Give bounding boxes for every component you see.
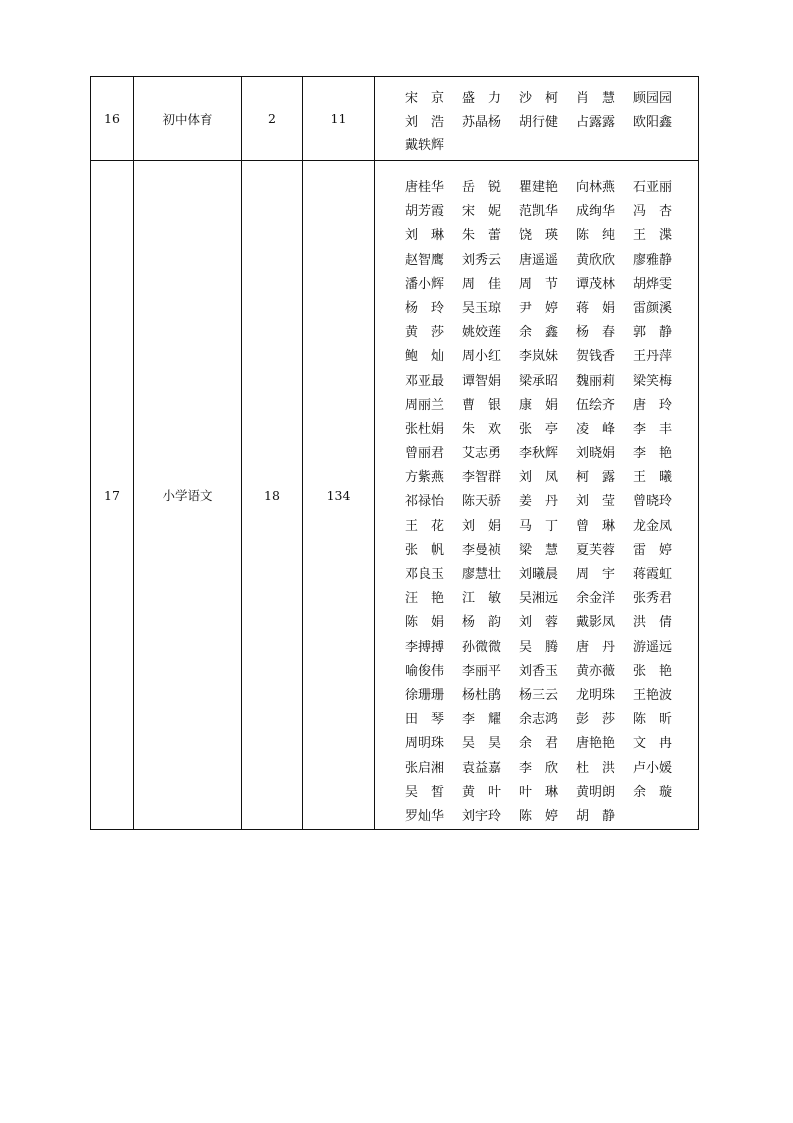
names-list bbox=[405, 87, 698, 158]
name-item: 李 耀 bbox=[462, 712, 502, 728]
total-cell: 134 bbox=[303, 161, 375, 830]
name-item: 廖雅静 bbox=[633, 252, 673, 268]
name-item: 李岚妹 bbox=[519, 349, 559, 365]
name-item: 唐桂华 bbox=[405, 180, 445, 195]
name-item: 周 佳 bbox=[462, 276, 502, 292]
name-item: 肖 慧 bbox=[576, 91, 616, 106]
total-cell: 11 bbox=[303, 77, 375, 161]
name-item: 刘宇玲 bbox=[462, 808, 502, 824]
name-item: 鲍 灿 bbox=[405, 349, 445, 365]
name-item: 刘秀云 bbox=[462, 252, 502, 268]
name-item: 王 渫 bbox=[633, 228, 673, 244]
name-item: 孙微微 bbox=[462, 639, 502, 655]
name-item: 唐遥遥 bbox=[519, 252, 559, 268]
name-item: 曾 琳 bbox=[576, 518, 616, 534]
name-item: 伍绘齐 bbox=[576, 397, 616, 413]
name-item: 范凯华 bbox=[519, 204, 559, 220]
name-item: 余志鸿 bbox=[519, 712, 559, 728]
name-item: 吴 皙 bbox=[405, 784, 445, 800]
row-number: 17 bbox=[91, 161, 134, 830]
name-item: 黄 莎 bbox=[405, 325, 445, 341]
name-item: 胡 静 bbox=[576, 808, 616, 824]
name-item: 戴轶辉 bbox=[405, 138, 445, 153]
name-item: 梁承昭 bbox=[519, 373, 559, 389]
name-item: 黄明朗 bbox=[576, 784, 616, 800]
name-item: 王丹萍 bbox=[633, 349, 673, 365]
name-item: 戴影凤 bbox=[576, 615, 616, 631]
name-item: 顾园园 bbox=[633, 91, 673, 106]
name-item: 刘 浩 bbox=[405, 114, 445, 130]
name-item: 陈 婷 bbox=[519, 808, 559, 824]
name-item: 李曼祯 bbox=[462, 542, 502, 558]
name-item: 王 曦 bbox=[633, 470, 673, 486]
name-item: 喻俊伟 bbox=[405, 663, 445, 679]
name-item: 曹 银 bbox=[462, 397, 502, 413]
name-item: 张 帆 bbox=[405, 542, 445, 558]
name-item: 江 敏 bbox=[462, 591, 502, 607]
name-item: 田 琴 bbox=[405, 712, 445, 728]
name-item: 魏丽莉 bbox=[576, 373, 616, 389]
name-item: 康 娟 bbox=[519, 397, 559, 413]
name-item: 陈天骄 bbox=[462, 494, 502, 510]
name-item: 柯 露 bbox=[576, 470, 616, 486]
name-item: 吴湘远 bbox=[519, 591, 559, 607]
name-item: 贺钱香 bbox=[576, 349, 616, 365]
name-item: 方紫燕 bbox=[405, 470, 445, 486]
name-item: 黄 叶 bbox=[462, 784, 502, 800]
name-item: 谭智娟 bbox=[462, 373, 502, 389]
name-item: 刘 娟 bbox=[462, 518, 502, 534]
name-item: 潘小辉 bbox=[405, 276, 445, 292]
name-item: 王 花 bbox=[405, 518, 445, 534]
name-item: 刘香玉 bbox=[519, 663, 559, 679]
name-item: 成绚华 bbox=[576, 204, 616, 220]
name-item: 唐 丹 bbox=[576, 639, 616, 655]
name-item: 唐 玲 bbox=[633, 397, 673, 413]
names-cell bbox=[375, 77, 699, 161]
name-item: 周 宇 bbox=[576, 567, 616, 582]
name-item: 岳 锐 bbox=[462, 180, 502, 195]
name-item: 马 丁 bbox=[519, 518, 559, 534]
name-item: 杨三云 bbox=[519, 687, 559, 703]
name-item: 吴玉琼 bbox=[462, 300, 502, 316]
name-item: 黄亦薇 bbox=[576, 663, 616, 679]
name-item: 周 节 bbox=[519, 276, 559, 292]
name-item: 陈 纯 bbox=[576, 228, 616, 244]
name-item: 周丽兰 bbox=[405, 397, 445, 413]
subject-cell: 小学语文 bbox=[134, 161, 242, 830]
name-item: 李丽平 bbox=[462, 663, 502, 679]
name-item: 刘 蓉 bbox=[519, 615, 559, 631]
name-item: 周小红 bbox=[462, 349, 502, 365]
name-item: 龙金凤 bbox=[633, 518, 673, 534]
name-item: 文 冉 bbox=[633, 736, 673, 752]
name-item: 邓亚最 bbox=[405, 373, 445, 389]
name-item: 陈 昕 bbox=[633, 712, 673, 728]
name-item: 朱 蕾 bbox=[462, 228, 502, 244]
name-item: 梁笑梅 bbox=[633, 373, 673, 389]
table-row bbox=[91, 161, 699, 830]
name-item: 彭 莎 bbox=[576, 712, 616, 728]
name-item: 姜 丹 bbox=[519, 494, 559, 510]
name-item: 宋 妮 bbox=[462, 204, 502, 220]
name-item: 王艳波 bbox=[633, 687, 673, 703]
name-item: 冯 杏 bbox=[633, 204, 673, 220]
name-item: 沙 柯 bbox=[519, 91, 559, 106]
name-item: 雷 婷 bbox=[633, 542, 673, 558]
name-item: 罗灿华 bbox=[405, 808, 445, 824]
count-cell: 18 bbox=[242, 161, 303, 830]
name-item: 陈 娟 bbox=[405, 615, 445, 631]
name-item: 叶 琳 bbox=[519, 784, 559, 800]
name-item: 袁益嘉 bbox=[462, 760, 502, 776]
name-item: 张杜娟 bbox=[405, 421, 445, 437]
name-item: 凌 峰 bbox=[576, 421, 616, 437]
name-item: 李智群 bbox=[462, 470, 502, 486]
name-item: 余金洋 bbox=[576, 591, 616, 607]
name-item: 宋 京 bbox=[405, 91, 445, 106]
name-item: 石亚丽 bbox=[633, 180, 673, 195]
name-item: 余 璇 bbox=[633, 784, 673, 800]
name-item: 李秋辉 bbox=[519, 446, 559, 462]
names-list bbox=[405, 176, 698, 829]
name-item: 夏芙蓉 bbox=[576, 542, 616, 558]
name-item: 张 亭 bbox=[519, 421, 559, 437]
name-item: 李 丰 bbox=[633, 421, 673, 437]
name-item: 占露露 bbox=[576, 114, 616, 130]
name-item: 杨 韵 bbox=[462, 615, 502, 631]
name-item: 胡烨雯 bbox=[633, 276, 673, 292]
name-item: 雷颜溪 bbox=[633, 300, 673, 316]
name-item: 刘 凤 bbox=[519, 470, 559, 486]
name-item: 洪 倩 bbox=[633, 615, 673, 631]
row-number: 16 bbox=[91, 77, 134, 161]
name-item: 龙明珠 bbox=[576, 687, 616, 703]
name-item: 廖慧壮 bbox=[462, 567, 502, 582]
name-item: 杜 洪 bbox=[576, 760, 616, 776]
name-item: 李搏搏 bbox=[405, 639, 445, 655]
name-item: 郭 静 bbox=[633, 325, 673, 341]
name-item: 胡行健 bbox=[519, 114, 559, 130]
count-cell: 2 bbox=[242, 77, 303, 161]
name-item: 欧阳鑫 bbox=[633, 114, 673, 130]
name-item: 刘 琳 bbox=[405, 228, 445, 244]
name-item: 杨 春 bbox=[576, 325, 616, 341]
name-item: 唐艳艳 bbox=[576, 736, 616, 752]
name-item: 周明珠 bbox=[405, 736, 445, 752]
name-item: 姚姣莲 bbox=[462, 325, 502, 341]
name-item: 刘曦晨 bbox=[519, 567, 559, 582]
name-item: 谭茂林 bbox=[576, 276, 616, 292]
name-item: 曾晓玲 bbox=[633, 494, 673, 510]
name-item: 尹 婷 bbox=[519, 300, 559, 316]
name-item: 游遥远 bbox=[633, 639, 673, 655]
name-item: 吴 腾 bbox=[519, 639, 559, 655]
name-item: 朱 欢 bbox=[462, 421, 502, 437]
name-item: 杨杜鹃 bbox=[462, 687, 502, 703]
name-item: 胡芳霞 bbox=[405, 204, 445, 220]
name-item: 瞿建艳 bbox=[519, 180, 559, 195]
name-item: 徐珊珊 bbox=[405, 687, 445, 703]
name-item: 赵智鹰 bbox=[405, 252, 445, 268]
name-item: 黄欣欣 bbox=[576, 252, 616, 268]
name-item: 刘晓娟 bbox=[576, 446, 616, 462]
name-item: 艾志勇 bbox=[462, 446, 502, 462]
name-item: 盛 力 bbox=[462, 91, 502, 106]
name-item: 张秀君 bbox=[633, 591, 673, 607]
name-item: 李 欣 bbox=[519, 760, 559, 776]
name-item: 张启湘 bbox=[405, 760, 445, 776]
name-item: 梁 慧 bbox=[519, 542, 559, 558]
name-item: 向林燕 bbox=[576, 180, 616, 195]
name-item: 卢小媛 bbox=[633, 760, 673, 776]
name-item: 苏晶杨 bbox=[462, 114, 502, 130]
name-item: 汪 艳 bbox=[405, 591, 445, 607]
name-item: 蒋 娟 bbox=[576, 300, 616, 316]
name-item: 张 艳 bbox=[633, 663, 673, 679]
name-item: 刘 莹 bbox=[576, 494, 616, 510]
subject-cell: 初中体育 bbox=[134, 77, 242, 161]
name-item: 杨 玲 bbox=[405, 300, 445, 316]
name-item: 吴 昊 bbox=[462, 736, 502, 752]
name-item: 蒋霞虹 bbox=[633, 567, 673, 582]
name-item: 邓良玉 bbox=[405, 567, 445, 582]
name-item: 祁禄怡 bbox=[405, 494, 445, 510]
teacher-list-table bbox=[90, 76, 699, 830]
name-item: 饶 瑛 bbox=[519, 228, 559, 244]
name-item: 余 君 bbox=[519, 736, 559, 752]
table-row bbox=[91, 77, 699, 161]
name-item: 李 艳 bbox=[633, 446, 673, 462]
name-item: 余 鑫 bbox=[519, 325, 559, 341]
names-cell bbox=[375, 161, 699, 830]
name-item: 曾丽君 bbox=[405, 446, 445, 462]
